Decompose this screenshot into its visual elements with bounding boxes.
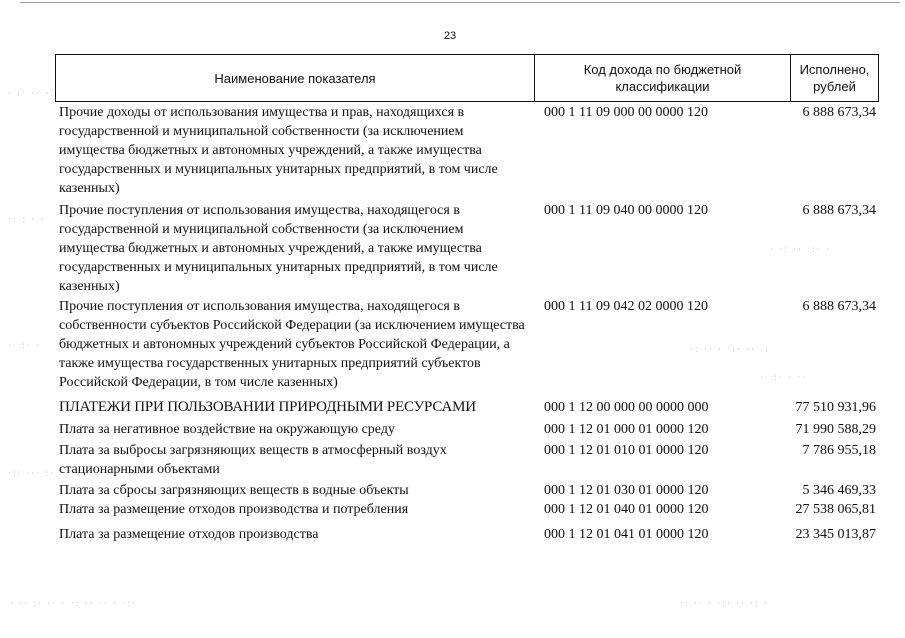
row-code: 000 1 12 01 000 01 0000 120 <box>544 422 709 437</box>
row-amount: 5 346 469,33 <box>802 483 876 498</box>
row-name: Прочие поступления от использования имущества, находящегося в государственной и муниципальной собственности (за исключением имущества бюджетных и автономных учреждений, а также имущества государственных и муниципальных унитарных предприятий, в том числе казенных) <box>59 203 498 294</box>
table-body <box>59 102 879 544</box>
header-code: Код дохода по бюджетной классификации <box>535 55 791 101</box>
row-code: 000 1 12 01 030 01 0000 120 <box>544 483 709 498</box>
row-name: ПЛАТЕЖИ ПРИ ПОЛЬЗОВАНИИ ПРИРОДНЫМИ РЕСУРСАМИ <box>59 399 476 415</box>
row-name: Плата за размещение отходов производства и потребления <box>59 502 409 517</box>
row-amount: 77 510 931,96 <box>795 400 876 415</box>
table-row <box>59 420 879 439</box>
row-amount: 7 786 955,18 <box>802 443 876 458</box>
row-code: 000 1 11 09 000 00 0000 120 <box>544 105 708 120</box>
row-code: 000 1 11 09 040 00 0000 120 <box>544 203 708 218</box>
row-code: 000 1 12 00 000 00 0000 000 <box>544 400 709 415</box>
row-name: Плата за негативное воздействие на окружающую среду <box>59 422 395 437</box>
table-row <box>59 481 879 500</box>
table-row <box>59 201 879 296</box>
row-name: Плата за размещение отходов производства <box>59 527 319 542</box>
table-row <box>59 103 879 198</box>
row-amount: 6 888 673,34 <box>802 105 876 120</box>
row-amount: 71 990 588,29 <box>795 422 876 437</box>
row-name: Плата за выбросы загрязняющих веществ в атмосферный воздух стационарными объектами <box>59 443 447 477</box>
scan-noise: · :· ·· ·: <box>8 88 55 98</box>
row-name: Плата за сбросы загрязняющих веществ в водные объекты <box>59 483 409 498</box>
scan-noise: · ·: ·· ·:· · <box>770 244 831 254</box>
table-row <box>59 441 879 479</box>
scan-noise: ·:: ··· :· <box>8 468 55 478</box>
table-row <box>59 398 879 417</box>
header-amount: Исполнено, рублей <box>799 62 870 94</box>
row-amount: 23 345 013,87 <box>795 527 876 542</box>
scan-noise: · ·:· · ·· <box>760 372 808 382</box>
row-amount: 27 538 065,81 <box>795 502 876 517</box>
header-name: Наименование показателя <box>56 55 535 101</box>
page-number: 23 <box>443 30 457 42</box>
table-header <box>55 54 879 102</box>
top-rule <box>20 2 900 3</box>
scan-noise: ·:·: · · <box>8 214 46 224</box>
scan-noise: · ·:· · <box>8 340 41 350</box>
table-row <box>59 525 879 544</box>
row-code: 000 1 12 01 040 01 0000 120 <box>544 502 709 517</box>
scan-noise: ·: ·· · ·:· ·· ·: · <box>680 598 769 608</box>
row-name: Прочие доходы от использования имущества и прав, находящихся в государственной и муниципальной собственности (за исключением имущества бюджетных и автономных учреждений, а также имущества государственных и муниципальных унитарных предприятий, в том числе казенных) <box>59 105 498 196</box>
row-code: 000 1 12 01 041 01 0000 120 <box>544 527 709 542</box>
row-name: Прочие поступления от использования имущества, находящегося в собственности субъектов Российской Федерации (за исключением имущества бюджетных и автономных учреждений субъектов Российской Федерации, а также имущества государственных унитарных предприятий субъектов Российской Федерации, в том числе казенных) <box>59 299 525 390</box>
scan-noise: · ·· :· ·· · ·: ·· ·· · ·:· <box>10 598 137 608</box>
row-code: 000 1 11 09 042 02 0000 120 <box>544 299 708 314</box>
row-code: 000 1 12 01 010 01 0000 120 <box>544 443 709 458</box>
table-row <box>59 500 879 519</box>
scan-noise: ·: ·· · ·:· ·· ·: <box>690 344 770 354</box>
row-amount: 6 888 673,34 <box>802 299 876 314</box>
row-amount: 6 888 673,34 <box>802 203 876 218</box>
